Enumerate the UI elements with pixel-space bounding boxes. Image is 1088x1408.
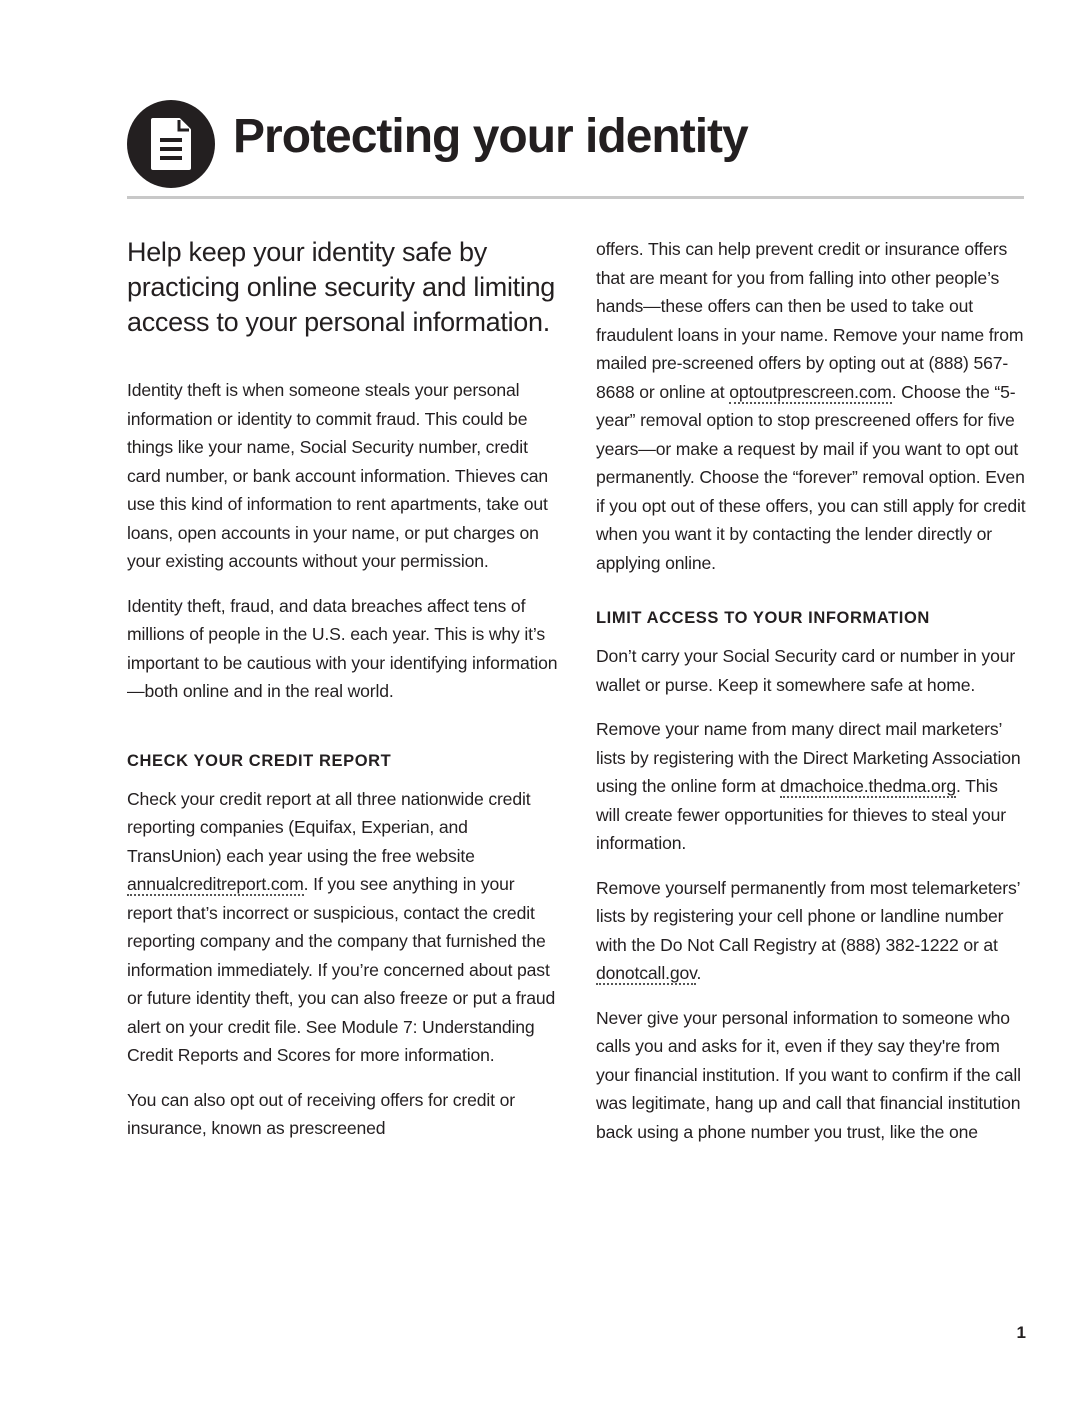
data-breach-paragraph: Identity theft, fraud, and data breaches affect tens of millions of people in the U.S. each year. This is why it’s important to be cautious with your identifying information—both online and in the real world. xyxy=(127,595,558,701)
prescreened-offers-paragraph: offers. This can help prevent credit or insurance offers that are meant for you from falling into other people’s hands—these offers can then be used to take out fraudulent loans in your name. Remove your name from mailed pre-screened offers by opting out at (888) 567-8688 or online at optoutprescreen.com. Choose the “5-year” removal option to stop prescreened offers for five years—or make a request by mail if you want to opt out permanently. Choose the “forever” removal option. Even if you opt out of these offers, you can still apply for credit when you want it by contacting the lender directly or applying online. xyxy=(596,239,1026,573)
optoutprescreen-link[interactable]: optoutprescreen.com xyxy=(729,381,892,402)
right-column xyxy=(596,235,1026,1162)
direct-mail-paragraph: Remove your name from many direct mail marketers’ lists by registering with the Direct Marketing Association using the online form at dmachoice.thedma.org. This will create fewer opportunities for thieves to steal your information. xyxy=(596,719,1021,853)
page-title: Protecting your identity xyxy=(233,110,748,163)
annualcreditreport-link[interactable]: annualcreditreport.com xyxy=(127,874,304,894)
dmachoice-link[interactable]: dmachoice.thedma.org xyxy=(780,776,957,796)
identity-theft-paragraph: Identity theft is when someone steals your personal information or identity to commit fraud. This could be things like your name, Social Security number, credit card number, or bank account information. Thieves can use this kind of information to rent apartments, take out loans, open accounts in your name, or put charges on your existing accounts without your permission. xyxy=(127,380,549,571)
page-number: 1 xyxy=(1016,1323,1026,1342)
opt-out-paragraph: You can also opt out of receiving offers for credit or insurance, known as prescreened xyxy=(127,1089,515,1138)
phone-scam-paragraph: Never give your personal information to someone who calls you and asks for it, even if they say they're from your financial institution. If you want to confirm if the call was legitimate, hang up and call that financial institution back using a phone number you trust, like the one xyxy=(596,1007,1021,1142)
check-credit-report-heading: CHECK YOUR CREDIT REPORT xyxy=(127,751,392,770)
social-security-paragraph: Don’t carry your Social Security card or number in your wallet or purse. Keep it somewhere safe at home. xyxy=(596,646,1016,695)
donotcall-link[interactable]: donotcall.gov xyxy=(596,963,697,983)
limit-access-heading: LIMIT ACCESS TO YOUR INFORMATION xyxy=(596,609,930,627)
do-not-call-paragraph: Remove yourself permanently from most telemarketers’ lists by registering your cell phone or landline number with the Do Not Call Registry at (888) 382-1222 or at donotcall.gov. xyxy=(596,877,1020,983)
left-column xyxy=(127,235,559,1159)
lead-paragraph: Help keep your identity safe by practicing online security and limiting access to your personal information. xyxy=(127,237,556,337)
page-header xyxy=(127,100,1024,199)
document-icon xyxy=(127,100,215,188)
credit-report-paragraph: Check your credit report at all three nationwide credit reporting companies (Equifax, Experian, and TransUnion) each year using the free website annualcreditreport.com. If you see anything in your report that’s incorrect or suspicious, contact the credit reporting company and the company that furnished the information immediately. If you’re concerned about past or future identity theft, you can also freeze or put a fraud alert on your credit file. See Module 7: Understanding Credit Reports and Scores for more information. xyxy=(127,788,556,1065)
